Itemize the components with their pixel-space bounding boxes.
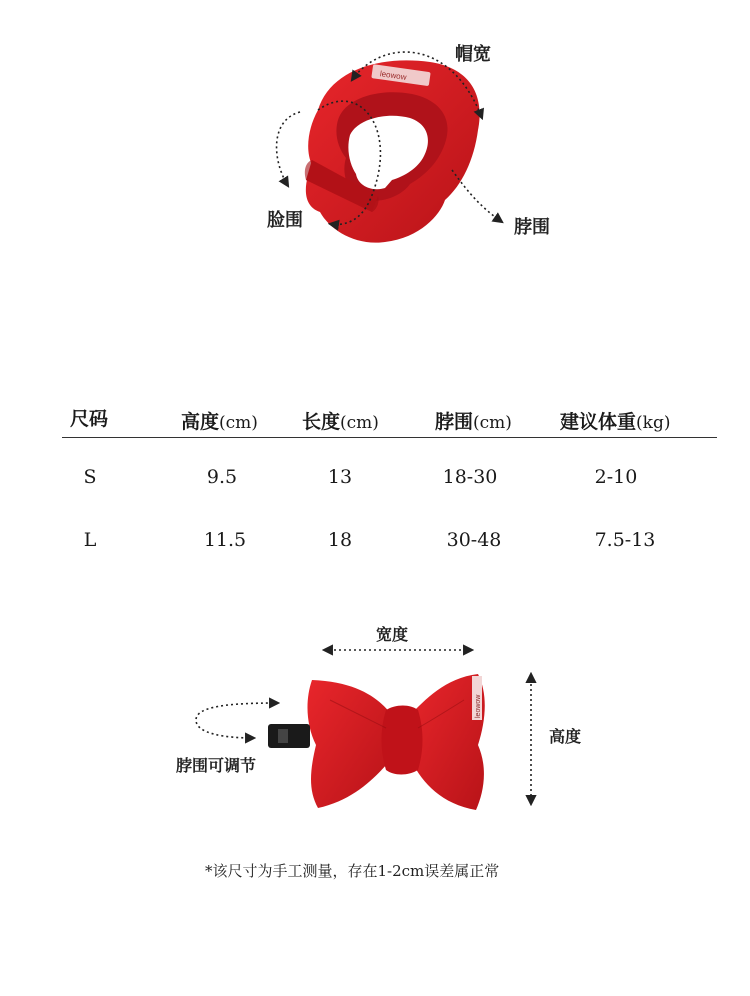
bow-height-label: 高度 — [549, 727, 582, 746]
cell-neck: 30-48 — [446, 529, 502, 551]
cell-size: S — [83, 466, 97, 488]
neck-adjustable-label: 脖围可调节 — [176, 756, 257, 775]
header-neck: 脖围(cm) — [435, 411, 512, 433]
hat-image — [305, 60, 480, 242]
header-weight: 建议体重(kg) — [560, 411, 671, 433]
cell-weight: 7.5-13 — [594, 529, 656, 551]
header-size: 尺码 — [70, 408, 109, 430]
bow-image — [268, 674, 485, 810]
cell-height: 11.5 — [203, 529, 247, 551]
neck-circumference-label: 脖围 — [514, 217, 550, 238]
header-length: 长度(cm) — [302, 411, 379, 433]
face-circumference-label: 脸围 — [267, 210, 303, 231]
cell-height: 9.5 — [206, 466, 238, 488]
cell-length: 13 — [327, 466, 353, 488]
neck-adjust-arrow — [196, 703, 278, 738]
header-height: 高度(cm) — [181, 411, 258, 433]
cell-length: 18 — [327, 529, 353, 551]
cell-weight: 2-10 — [594, 466, 638, 488]
footnote: *该尺寸为手工测量，存在1-2cm误差属正常 — [205, 862, 500, 880]
hat-width-label: 帽宽 — [455, 44, 491, 65]
cell-size: L — [83, 529, 97, 551]
cell-neck: 18-30 — [442, 466, 498, 488]
table-divider — [62, 437, 717, 438]
bow-tag-text: leowow — [475, 694, 482, 718]
bow-width-label: 宽度 — [376, 625, 409, 644]
face-arrow-left — [277, 112, 300, 186]
hat-tag-text: leowow — [379, 69, 408, 82]
